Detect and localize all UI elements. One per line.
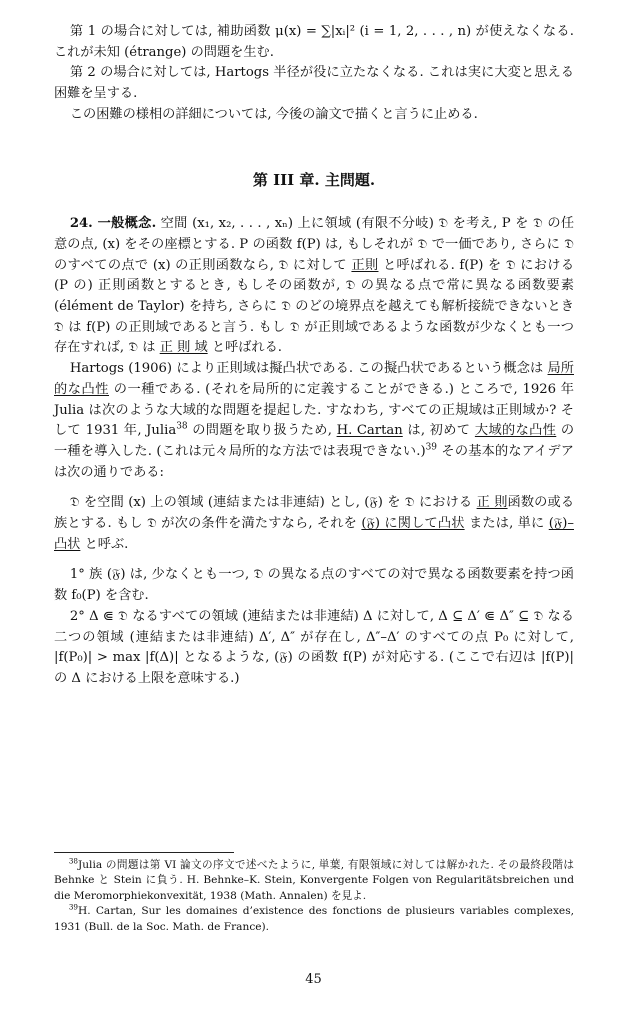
term-seisoku-2: 正 則	[476, 495, 508, 511]
section-24-title: 24. 一般概念.	[69, 216, 157, 232]
text-run: と呼ばれる. f(P) を 𝔇 における (P の) 正則函数とするとき, もしその函数が, 𝔇 の異なる点で常に異なる函数要素 (élément de Taylor) を持ち, さらに 𝔇 のどの境界点を越えても解析接続できないとき 𝔇 は f(P) の正則域であると言う. もし 𝔇 が正則域であるような函数が少なくとも一つ存在すれば, 𝔇 は	[54, 257, 575, 356]
footnote-divider	[54, 852, 234, 853]
text-run: と呼ばれる.	[207, 340, 282, 356]
text-run: は, 初めて	[402, 423, 475, 439]
page-body	[54, 22, 574, 690]
text-run: と呼ぶ.	[80, 536, 129, 552]
term-global-convexity: 大域的な凸性	[474, 423, 557, 439]
hartogs-paragraph	[54, 359, 574, 483]
chapter-heading: 第 III 章. 主問題.	[252, 170, 376, 189]
spacer	[54, 555, 574, 565]
spacer	[54, 483, 574, 493]
condition-1: 1° 族 (𝔉) は, 少なくとも一つ, 𝔇 の異なる点のすべての対で異なる函数要素を持つ函数 f₀(P) を含む.	[54, 567, 574, 604]
author-cartan: H. Cartan	[336, 423, 403, 439]
section-24-paragraph	[54, 214, 574, 359]
term-seisokuiki: 正 則 域	[159, 340, 208, 356]
footnote-39	[54, 904, 574, 935]
definition-paragraph	[54, 493, 574, 555]
term-f-convex: (𝔉) に関して凸状	[361, 516, 465, 532]
text-run: 𝔇 を空間 (x) 上の領域 (連結または非連結) とし, (𝔉) を 𝔇 における	[69, 495, 477, 511]
term-seisoku: 正則	[351, 257, 379, 273]
text-run: その基本的なアイデアは次の通りである:	[54, 443, 574, 480]
text-run: の一種を導入した. (これは元々局所的な方法では表現できない.)	[54, 423, 575, 459]
text-run: 函数の或る族とする. もし 𝔇 が次の条件を満たすなら, それを	[54, 495, 575, 532]
footnote-39-text: H. Cartan, Sur les domaines d’existence des fonctions de plusieurs variables complexes, 1931 (Bull. de la Soc. Math. de France).	[54, 905, 574, 933]
intro-paragraph-2: 第 2 の場合に対しては, Hartogs 半径が役に立たなくなる. これは実に大変と思える困難を呈する.	[54, 65, 574, 102]
condition-2: 2° Δ ⋐ 𝔇 なるすべての領域 (連結または非連結) Δ に対して, Δ ⊆ Δ′ ⋐ Δ″ ⊆ 𝔇 なる二つの領域 (連結または非連結) Δ′, Δ″ が存在し, Δ″–Δ′ のすべての点 P₀ に対して, |f(P₀)| > max |f(Δ)| となるような, (𝔉) の函数 f(P) が対応する. (ここで右辺は |f(P)| の Δ における上限を意味する.)	[54, 608, 574, 686]
footnote-38-text: Julia の問題は第 VI 論文の序文で述べたように, 単葉, 有限領域に対しては解かれた. その最終段階は Behnke と Stein に負う. H. Behnke–K. Stein, Konvergente Folgen von Regularitätsbreichen und die Meromorphiekonvexität, 1938 (Math. Annalen) を見よ.	[54, 859, 574, 902]
footnote-mark-39: 39	[68, 902, 78, 912]
footnote-38	[54, 858, 574, 904]
text-run: 空間 (x₁, x₂, . . . , xₙ) 上に領域 (有限不分岐) 𝔇 を考え, P を 𝔇 の任意の点, (x) をその座標とする. P の函数 f(P) は, もしそれが 𝔇 で一価であり, さらに 𝔇 のすべての点で (x) の正則函数なら, 𝔇 に対して	[54, 216, 575, 273]
term-local-convexity: 局所的な凸性	[54, 361, 574, 397]
intro-paragraph-3: この困難の様相の詳細については, 今後の論文で描くと言うに止める.	[69, 106, 478, 122]
text-run: の問題を取り扱うため,	[187, 423, 337, 439]
text-run: の一種である. (それを局所的に定義することができる.) ところで, 1926 年 Julia は次のような大域的な問題を提起した. すなわち, すべての正規域は正則域か? そして 1931 年, Julia	[54, 381, 574, 439]
spacer	[54, 190, 574, 214]
text-run: または, 単に	[464, 516, 549, 532]
spacer	[54, 126, 574, 170]
term-f-convex-short: (𝔉)–凸状	[54, 516, 574, 552]
text-run: Hartogs (1906) により正則域は擬凸状である. この擬凸状であるという概念は	[69, 361, 548, 377]
footnotes	[54, 858, 574, 935]
page-number: 45	[305, 972, 322, 987]
footnote-mark-38: 38	[68, 856, 78, 866]
footnote-ref-38[interactable]: 38	[176, 421, 188, 432]
footnote-ref-39[interactable]: 39	[425, 442, 438, 453]
intro-paragraph-1: 第 1 の場合に対しては, 補助函数 μ(x) = ∑|xᵢ|² (i = 1, 2, . . . , n) が使えなくなる. これが未知 (étrange) の問題を生む.	[54, 24, 574, 60]
